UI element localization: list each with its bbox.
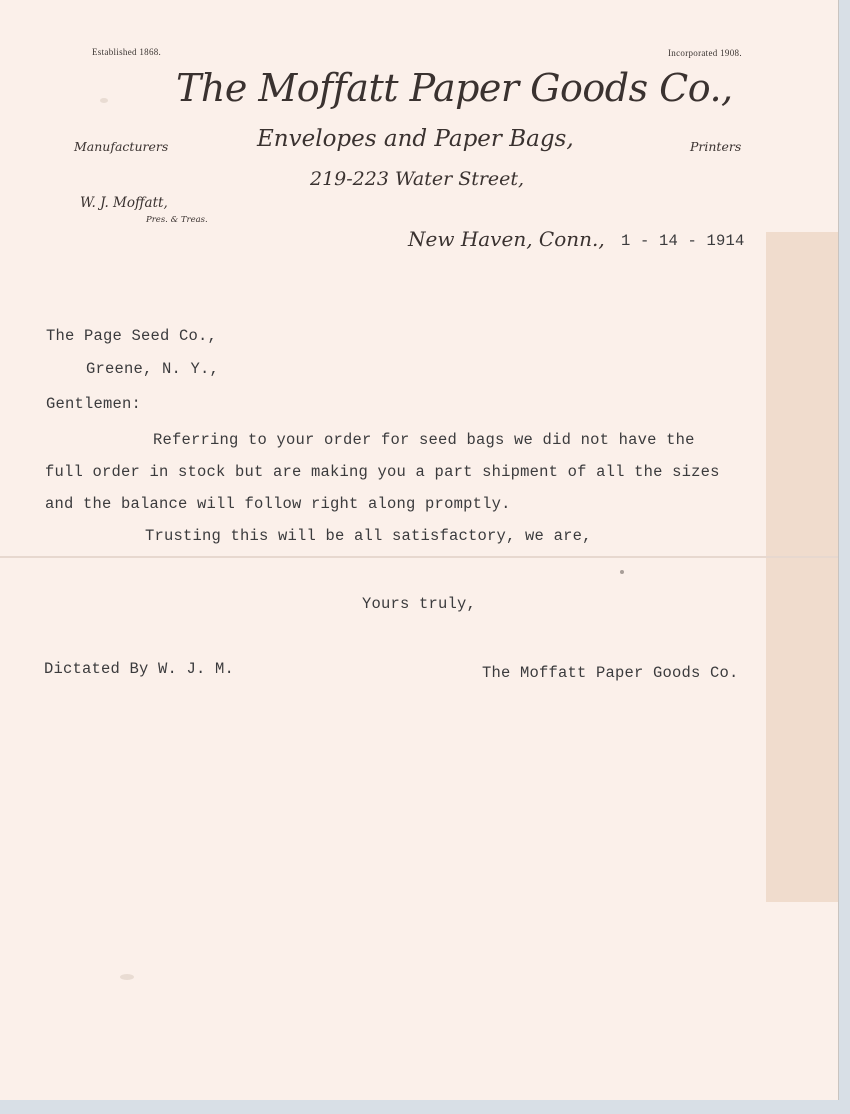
- letter-date: 1 - 14 - 1914: [621, 232, 745, 250]
- address-line: 219-223 Water Street,: [310, 168, 525, 190]
- dictated-line: Dictated By W. J. M.: [44, 660, 235, 678]
- printers-label: Printers: [690, 139, 742, 154]
- body-line-3: and the balance will follow right along promptly.: [45, 495, 511, 513]
- officer-title: Pres. & Treas.: [146, 215, 208, 225]
- company-name-heading: The Moffatt Paper Goods Co.,: [176, 66, 733, 110]
- incorporated-label: Incorporated 1908.: [668, 48, 742, 58]
- recipient-line-2: Greene, N. Y.,: [86, 360, 220, 378]
- recipient-line-1: The Page Seed Co.,: [46, 327, 218, 345]
- manufacturers-label: Manufacturers: [74, 139, 169, 154]
- established-label: Established 1868.: [92, 47, 162, 57]
- fold-line: [0, 556, 838, 558]
- body-line-1: Referring to your order for seed bags we did not have the: [153, 431, 695, 449]
- paper-stain: [766, 232, 838, 902]
- salutation: Gentlemen:: [46, 395, 142, 413]
- paper-mark: [620, 570, 624, 574]
- body-line-2: full order in stock but are making you a part shipment of all the sizes: [45, 463, 720, 481]
- closing: Yours truly,: [362, 595, 477, 613]
- officer-name: W. J. Moffatt,: [80, 195, 168, 211]
- signature-company: The Moffatt Paper Goods Co.: [482, 664, 739, 682]
- city-line: New Haven, Conn.,: [408, 227, 605, 251]
- products-line: Envelopes and Paper Bags,: [257, 126, 574, 152]
- paper-mark: [120, 974, 134, 980]
- paper-mark: [100, 98, 108, 103]
- body-line-4: Trusting this will be all satisfactory, we are,: [145, 527, 592, 545]
